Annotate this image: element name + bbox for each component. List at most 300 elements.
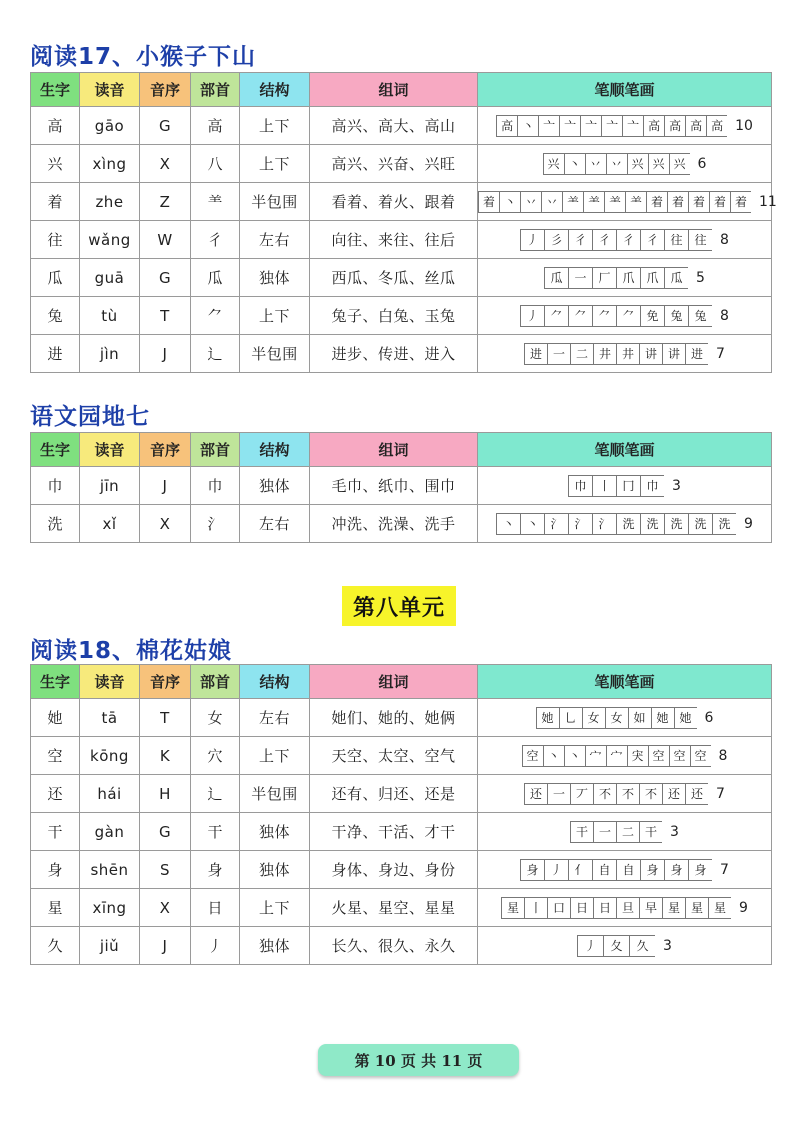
words-cell: 看着、着火、跟着 — [310, 183, 478, 221]
stroke-step: 一 — [593, 821, 616, 843]
stroke-step: 进 — [524, 343, 547, 365]
pinyin-cell: gàn — [80, 813, 140, 851]
stroke-step: 兴 — [669, 153, 690, 175]
stroke-step: 二 — [616, 821, 639, 843]
stroke-order-cell — [478, 851, 772, 889]
vocab-table-3 — [30, 664, 772, 965]
stroke-order-cell — [478, 297, 772, 335]
words-cell: 高兴、兴奋、兴旺 — [310, 145, 478, 183]
character-cell: 进 — [31, 335, 80, 373]
stroke-order-cell — [478, 221, 772, 259]
pinyin-cell: jīn — [80, 467, 140, 505]
sequence-cell: Z — [140, 183, 191, 221]
stroke-sequence — [577, 935, 672, 957]
vocab-table-1 — [30, 72, 777, 373]
radical-cell: 丿 — [191, 927, 240, 965]
stroke-count: 8 — [720, 307, 729, 324]
column-header: 读音 — [80, 73, 140, 107]
stroke-sequence — [543, 153, 707, 175]
stroke-count: 6 — [697, 155, 707, 172]
character-cell: 着 — [31, 183, 80, 221]
table-row — [31, 221, 772, 259]
stroke-step: ⺷ — [562, 191, 583, 213]
character-cell: 兔 — [31, 297, 80, 335]
stroke-step: 女 — [605, 707, 628, 729]
pinyin-cell: jìn — [80, 335, 140, 373]
stroke-sequence — [520, 859, 729, 881]
radical-cell: ⺈ — [191, 297, 240, 335]
table-row — [31, 297, 772, 335]
stroke-step: 丿 — [544, 859, 568, 881]
stroke-sequence — [520, 229, 729, 251]
stroke-count: 3 — [670, 823, 679, 840]
table-row — [31, 775, 772, 813]
pinyin-cell: gāo — [80, 107, 140, 145]
structure-cell: 左右 — [240, 699, 310, 737]
words-cell: 她们、她的、她俩 — [310, 699, 478, 737]
stroke-step: 丷 — [606, 153, 627, 175]
stroke-step: 着 — [478, 191, 499, 213]
stroke-step: 彳 — [640, 229, 664, 251]
stroke-step: 一 — [568, 267, 592, 289]
stroke-step: 久 — [629, 935, 655, 957]
sequence-cell: H — [140, 775, 191, 813]
stroke-step: 巾 — [568, 475, 592, 497]
radical-cell: 辶 — [191, 335, 240, 373]
table-row — [31, 183, 772, 221]
stroke-step: ⺷ — [625, 191, 646, 213]
pinyin-cell: jiǔ — [80, 927, 140, 965]
stroke-step: 宀 — [585, 745, 606, 767]
stroke-order-cell — [478, 467, 772, 505]
radical-cell: 氵 — [191, 505, 240, 543]
column-header: 部首 — [191, 73, 240, 107]
stroke-order-cell — [478, 505, 772, 543]
stroke-step: 往 — [664, 229, 688, 251]
stroke-step: 空 — [690, 745, 711, 767]
pinyin-cell: shēn — [80, 851, 140, 889]
stroke-step: 洗 — [664, 513, 688, 535]
radical-cell: 穴 — [191, 737, 240, 775]
column-header: 结构 — [240, 73, 310, 107]
structure-cell: 半包围 — [240, 775, 310, 813]
stroke-step: 丆 — [570, 783, 593, 805]
stroke-step: 高 — [664, 115, 685, 137]
column-header: 音序 — [140, 433, 191, 467]
pinyin-cell: hái — [80, 775, 140, 813]
stroke-sequence — [568, 475, 681, 497]
section-title-3: 阅读18、棉花姑娘 — [30, 638, 233, 664]
stroke-step: 丿 — [520, 229, 544, 251]
stroke-order-cell — [478, 183, 777, 221]
table-row — [31, 145, 772, 183]
column-header: 笔顺笔画 — [478, 665, 772, 699]
column-header: 音序 — [140, 73, 191, 107]
stroke-step: 她 — [651, 707, 674, 729]
pinyin-cell: zhe — [80, 183, 140, 221]
table-row — [31, 259, 772, 297]
character-cell: 往 — [31, 221, 80, 259]
stroke-sequence — [524, 783, 725, 805]
radical-cell: 高 — [191, 107, 240, 145]
character-cell: 兴 — [31, 145, 80, 183]
stroke-count: 7 — [716, 345, 725, 362]
structure-cell: 上下 — [240, 737, 310, 775]
sequence-cell: J — [140, 927, 191, 965]
stroke-step: 井 — [616, 343, 639, 365]
radical-cell: 彳 — [191, 221, 240, 259]
stroke-step: 进 — [685, 343, 708, 365]
structure-cell: 独体 — [240, 927, 310, 965]
column-header: 笔顺笔画 — [478, 73, 772, 107]
stroke-step: 高 — [496, 115, 517, 137]
table-row — [31, 851, 772, 889]
stroke-step: 乚 — [559, 707, 582, 729]
column-header: 组词 — [310, 73, 478, 107]
stroke-order-cell — [478, 775, 772, 813]
words-cell: 天空、太空、空气 — [310, 737, 478, 775]
stroke-step: 彳 — [616, 229, 640, 251]
character-cell: 星 — [31, 889, 80, 927]
stroke-step: 丨 — [524, 897, 547, 919]
stroke-step: 她 — [536, 707, 559, 729]
radical-cell: 辶 — [191, 775, 240, 813]
stroke-step: 丶 — [543, 745, 564, 767]
stroke-step: 亠 — [601, 115, 622, 137]
vocab-table-2 — [30, 432, 772, 543]
column-header: 生字 — [31, 433, 80, 467]
stroke-sequence — [544, 267, 705, 289]
stroke-step: ⺷ — [604, 191, 625, 213]
stroke-step: 着 — [730, 191, 751, 213]
stroke-step: 空 — [522, 745, 543, 767]
structure-cell: 独体 — [240, 467, 310, 505]
stroke-order-cell — [478, 145, 772, 183]
stroke-step: 亠 — [622, 115, 643, 137]
stroke-step: 空 — [669, 745, 690, 767]
words-cell: 还有、归还、还是 — [310, 775, 478, 813]
stroke-count: 7 — [720, 861, 729, 878]
column-header: 组词 — [310, 433, 478, 467]
stroke-step: 身 — [520, 859, 544, 881]
stroke-step: 着 — [688, 191, 709, 213]
table-row — [31, 467, 772, 505]
stroke-step: 宀 — [606, 745, 627, 767]
stroke-step: 兔 — [664, 305, 688, 327]
sequence-cell: G — [140, 259, 191, 297]
pinyin-cell: xìng — [80, 145, 140, 183]
stroke-step: 高 — [706, 115, 727, 137]
stroke-sequence — [570, 821, 679, 843]
stroke-count: 5 — [696, 269, 705, 286]
stroke-step: 兴 — [648, 153, 669, 175]
stroke-step: 高 — [685, 115, 706, 137]
words-cell: 高兴、高大、高山 — [310, 107, 478, 145]
stroke-step: 不 — [639, 783, 662, 805]
stroke-sequence — [520, 305, 729, 327]
structure-cell: 半包围 — [240, 335, 310, 373]
stroke-step: 彳 — [568, 229, 592, 251]
words-cell: 干净、干活、才干 — [310, 813, 478, 851]
sequence-cell: G — [140, 813, 191, 851]
stroke-step: 日 — [570, 897, 593, 919]
stroke-step: ⺈ — [568, 305, 592, 327]
stroke-step: 兴 — [627, 153, 648, 175]
column-header: 部首 — [191, 433, 240, 467]
stroke-step: 身 — [664, 859, 688, 881]
column-header: 组词 — [310, 665, 478, 699]
sequence-cell: G — [140, 107, 191, 145]
structure-cell: 独体 — [240, 851, 310, 889]
stroke-step: 井 — [593, 343, 616, 365]
stroke-step: 二 — [570, 343, 593, 365]
stroke-step: 还 — [685, 783, 708, 805]
table-header-row — [31, 433, 772, 467]
pinyin-cell: xǐ — [80, 505, 140, 543]
stroke-step: 丶 — [564, 745, 585, 767]
stroke-count: 6 — [704, 709, 714, 726]
sequence-cell: J — [140, 467, 191, 505]
stroke-sequence — [536, 707, 714, 729]
character-cell: 还 — [31, 775, 80, 813]
stroke-step: 氵 — [592, 513, 616, 535]
stroke-step: 身 — [640, 859, 664, 881]
stroke-step: 免 — [640, 305, 664, 327]
stroke-order-cell — [478, 813, 772, 851]
stroke-step: 洗 — [640, 513, 664, 535]
stroke-order-cell — [478, 335, 772, 373]
stroke-step: 口 — [547, 897, 570, 919]
stroke-step: 女 — [582, 707, 605, 729]
character-cell: 巾 — [31, 467, 80, 505]
table-header-row — [31, 73, 772, 107]
character-cell: 她 — [31, 699, 80, 737]
stroke-step: 厂 — [592, 267, 616, 289]
column-header: 结构 — [240, 665, 310, 699]
words-cell: 身体、身边、身份 — [310, 851, 478, 889]
stroke-order-cell — [478, 107, 772, 145]
words-cell: 西瓜、冬瓜、丝瓜 — [310, 259, 478, 297]
structure-cell: 左右 — [240, 221, 310, 259]
stroke-step: 亻 — [568, 859, 592, 881]
stroke-step: 氵 — [568, 513, 592, 535]
character-cell: 洗 — [31, 505, 80, 543]
stroke-step: 丨 — [592, 475, 616, 497]
words-cell: 火星、星空、星星 — [310, 889, 478, 927]
table-row — [31, 889, 772, 927]
stroke-step: 星 — [501, 897, 524, 919]
pinyin-cell: xīng — [80, 889, 140, 927]
stroke-sequence — [478, 191, 777, 213]
words-cell: 毛巾、纸巾、围巾 — [310, 467, 478, 505]
stroke-count: 9 — [739, 899, 748, 916]
stroke-order-cell — [478, 927, 772, 965]
radical-cell: 巾 — [191, 467, 240, 505]
stroke-order-cell — [478, 259, 772, 297]
words-cell: 冲洗、洗澡、洗手 — [310, 505, 478, 543]
stroke-step: 兔 — [688, 305, 712, 327]
structure-cell: 独体 — [240, 813, 310, 851]
character-cell: 身 — [31, 851, 80, 889]
stroke-step: 旦 — [616, 897, 639, 919]
stroke-order-cell — [478, 699, 772, 737]
stroke-step: 兴 — [543, 153, 564, 175]
stroke-step: 自 — [592, 859, 616, 881]
section-title-2: 语文园地七 — [30, 404, 150, 430]
stroke-step: 身 — [688, 859, 712, 881]
radical-cell: 瓜 — [191, 259, 240, 297]
words-cell: 进步、传进、进入 — [310, 335, 478, 373]
column-header: 读音 — [80, 433, 140, 467]
column-header: 笔顺笔画 — [478, 433, 772, 467]
stroke-step: 丶 — [520, 513, 544, 535]
structure-cell: 独体 — [240, 259, 310, 297]
column-header: 部首 — [191, 665, 240, 699]
stroke-step: 干 — [639, 821, 662, 843]
pinyin-cell: guā — [80, 259, 140, 297]
stroke-count: 8 — [718, 747, 728, 764]
page-indicator: 第 10 页 共 11 页 — [318, 1044, 519, 1076]
unit-title: 第八单元 — [342, 586, 456, 626]
sequence-cell: T — [140, 699, 191, 737]
stroke-step: 亠 — [559, 115, 580, 137]
stroke-step: 亠 — [580, 115, 601, 137]
stroke-step: 丿 — [520, 305, 544, 327]
stroke-step: 丿 — [577, 935, 603, 957]
stroke-sequence — [496, 115, 753, 137]
character-cell: 高 — [31, 107, 80, 145]
stroke-count: 9 — [744, 515, 753, 532]
pinyin-cell: wǎng — [80, 221, 140, 259]
stroke-step: 还 — [524, 783, 547, 805]
stroke-step: ⺈ — [592, 305, 616, 327]
stroke-step: 亠 — [538, 115, 559, 137]
column-header: 音序 — [140, 665, 191, 699]
stroke-order-cell — [478, 889, 772, 927]
radical-cell: 八 — [191, 145, 240, 183]
stroke-step: 瓜 — [544, 267, 568, 289]
stroke-step: 还 — [662, 783, 685, 805]
stroke-step: 往 — [688, 229, 712, 251]
sequence-cell: X — [140, 505, 191, 543]
stroke-step: ⺷ — [583, 191, 604, 213]
stroke-step: 不 — [616, 783, 639, 805]
radical-cell: 身 — [191, 851, 240, 889]
stroke-step: ⺈ — [616, 305, 640, 327]
structure-cell: 上下 — [240, 889, 310, 927]
stroke-step: 爪 — [616, 267, 640, 289]
stroke-step: 星 — [685, 897, 708, 919]
table-header-row — [31, 665, 772, 699]
table-row — [31, 927, 772, 965]
stroke-step: 日 — [593, 897, 616, 919]
stroke-step: 高 — [643, 115, 664, 137]
stroke-step: 空 — [648, 745, 669, 767]
stroke-step: 讲 — [662, 343, 685, 365]
character-cell: 空 — [31, 737, 80, 775]
stroke-count: 7 — [716, 785, 725, 802]
table-row — [31, 107, 772, 145]
words-cell: 兔子、白兔、玉兔 — [310, 297, 478, 335]
stroke-step: 丶 — [564, 153, 585, 175]
stroke-step: 丷 — [541, 191, 562, 213]
column-header: 结构 — [240, 433, 310, 467]
stroke-step: 氵 — [544, 513, 568, 535]
stroke-step: 瓜 — [664, 267, 688, 289]
stroke-count: 3 — [672, 477, 681, 494]
words-cell: 长久、很久、永久 — [310, 927, 478, 965]
structure-cell: 左右 — [240, 505, 310, 543]
stroke-step: 丶 — [517, 115, 538, 137]
stroke-step: 着 — [709, 191, 730, 213]
stroke-step: 丶 — [496, 513, 520, 535]
stroke-step: 星 — [662, 897, 685, 919]
table-row — [31, 699, 772, 737]
words-cell: 向往、来往、往后 — [310, 221, 478, 259]
stroke-count: 11 — [759, 193, 777, 210]
stroke-count: 10 — [735, 117, 753, 134]
stroke-step: 丷 — [585, 153, 606, 175]
stroke-step: 自 — [616, 859, 640, 881]
stroke-step: 冂 — [616, 475, 640, 497]
stroke-sequence — [496, 513, 753, 535]
table-row — [31, 737, 772, 775]
stroke-step: 夂 — [603, 935, 629, 957]
stroke-step: 如 — [628, 707, 651, 729]
stroke-count: 3 — [663, 937, 672, 954]
column-header: 生字 — [31, 665, 80, 699]
character-cell: 瓜 — [31, 259, 80, 297]
stroke-step: 她 — [674, 707, 697, 729]
stroke-step: 巾 — [640, 475, 664, 497]
sequence-cell: X — [140, 889, 191, 927]
stroke-step: 彡 — [544, 229, 568, 251]
stroke-step: 星 — [708, 897, 731, 919]
stroke-step: 不 — [593, 783, 616, 805]
section-title-1: 阅读17、小猴子下山 — [30, 44, 257, 70]
pinyin-cell: tù — [80, 297, 140, 335]
structure-cell: 上下 — [240, 145, 310, 183]
stroke-step: 洗 — [616, 513, 640, 535]
stroke-step: 早 — [639, 897, 662, 919]
radical-cell: ⺷ — [191, 183, 240, 221]
pinyin-cell: kōng — [80, 737, 140, 775]
stroke-step: 彳 — [592, 229, 616, 251]
stroke-step: 着 — [667, 191, 688, 213]
stroke-step: 干 — [570, 821, 593, 843]
column-header: 读音 — [80, 665, 140, 699]
character-cell: 久 — [31, 927, 80, 965]
sequence-cell: X — [140, 145, 191, 183]
table-row — [31, 505, 772, 543]
stroke-sequence — [524, 343, 725, 365]
sequence-cell: W — [140, 221, 191, 259]
radical-cell: 干 — [191, 813, 240, 851]
stroke-step: 讲 — [639, 343, 662, 365]
structure-cell: 上下 — [240, 107, 310, 145]
structure-cell: 半包围 — [240, 183, 310, 221]
stroke-step: 洗 — [688, 513, 712, 535]
sequence-cell: S — [140, 851, 191, 889]
table-row — [31, 335, 772, 373]
stroke-step: 丷 — [520, 191, 541, 213]
stroke-step: 一 — [547, 783, 570, 805]
stroke-step: 爪 — [640, 267, 664, 289]
stroke-sequence — [501, 897, 748, 919]
structure-cell: 上下 — [240, 297, 310, 335]
stroke-order-cell — [478, 737, 772, 775]
stroke-count: 8 — [720, 231, 729, 248]
